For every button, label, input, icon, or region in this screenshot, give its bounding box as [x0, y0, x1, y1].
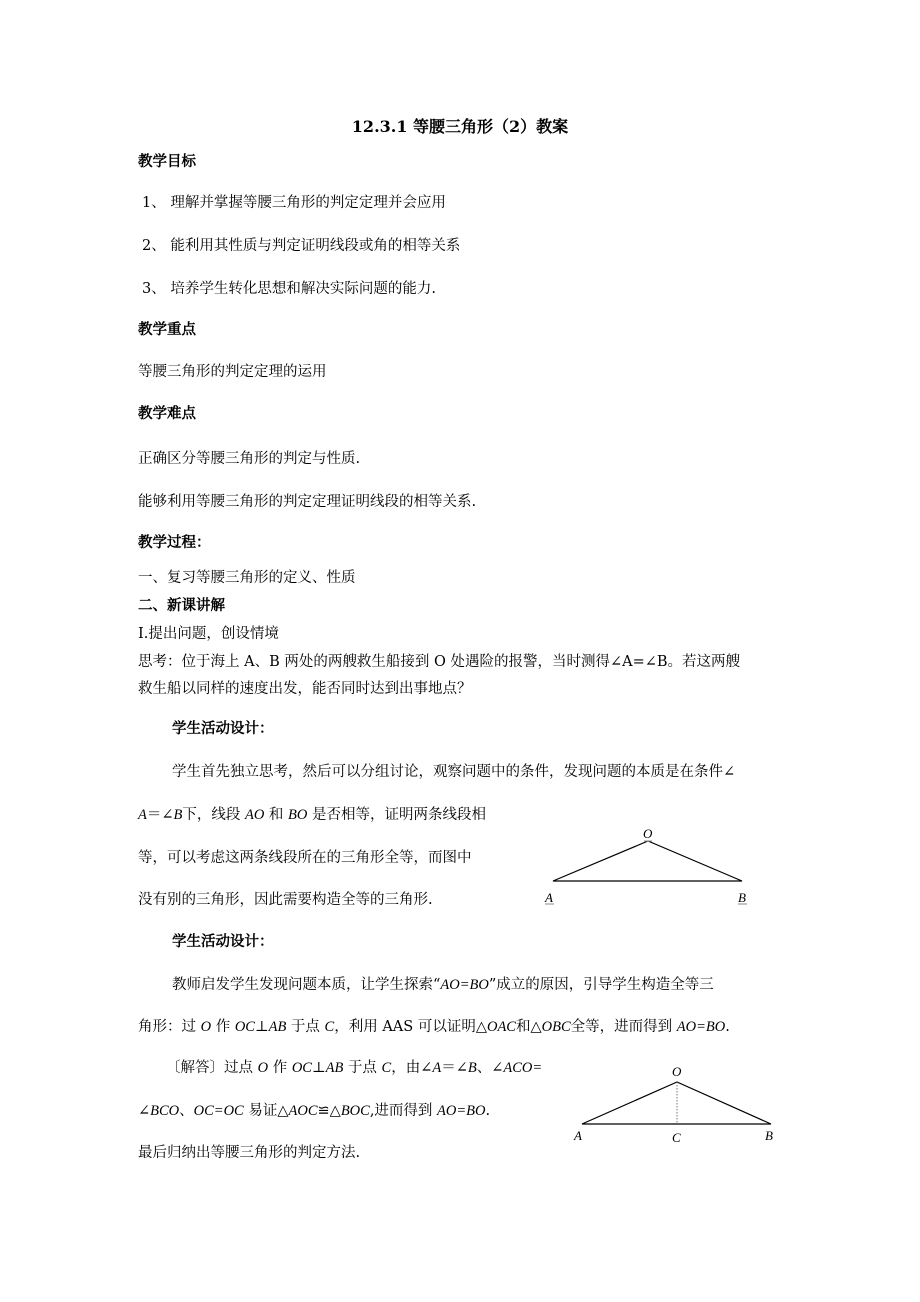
text-segment: ，利用 AAS 可以证明△: [334, 1019, 487, 1035]
text-segment: 、∠: [476, 1060, 504, 1076]
text-segment: 二、新课讲解: [138, 597, 225, 614]
text-segment: 教学过程：: [138, 534, 211, 551]
text-segment: 没有别的三角形，因此需要构造全等的三角形.: [138, 892, 433, 908]
text-segment: 学生活动设计：: [172, 720, 274, 737]
text-segment: 是否相等，证明两条线段相: [307, 807, 486, 823]
text-segment: .: [485, 1103, 491, 1119]
text-segment: OBC: [541, 1019, 571, 1035]
text-segment: .: [725, 1019, 730, 1035]
text-segment: 下，线段: [182, 807, 245, 823]
text-segment: ≌△: [317, 1103, 341, 1119]
text-segment: ，由∠: [391, 1060, 433, 1076]
text-segment: A: [138, 807, 147, 823]
text-segment: 思考：位于海上 A、B 两处的两艘救生船接到 O 处遇险的报警，当时测得∠A=∠B。若这两艘: [138, 654, 741, 670]
label-o: O: [643, 826, 653, 841]
text-segment: 等，可以考虑这两条线段所在的三角形全等，而图中: [138, 850, 472, 866]
text-segment: 教师启发学生发现问题本质，让学生探索“: [172, 977, 441, 993]
text-segment: AOC: [288, 1103, 318, 1119]
text-segment: AB: [268, 1019, 287, 1035]
text-segment: BOC: [340, 1103, 370, 1119]
text-segment: 最后归纳出等腰三角形的判定方法.: [138, 1145, 361, 1161]
text-segment: 和: [264, 807, 289, 823]
text-segment: 能够利用等腰三角形的判定定理证明线段的相等关系.: [138, 494, 477, 510]
triangle-figure-1: [544, 826, 747, 905]
text-segment: ,进而得到: [369, 1103, 438, 1119]
text-segment: O: [200, 1019, 212, 1035]
text-segment: AO=BO: [437, 1103, 486, 1119]
text-segment: C: [324, 1019, 335, 1035]
label-c: C: [672, 1130, 681, 1145]
text-segment: BCO: [150, 1103, 180, 1119]
text-segment: O: [257, 1060, 269, 1076]
text-segment: 易证△: [243, 1103, 289, 1119]
text-segment: ＝∠: [441, 1060, 468, 1076]
text-segment: ACO=: [503, 1060, 543, 1076]
text-segment: OC: [291, 1060, 312, 1076]
text-segment: 〔解答〕过点: [166, 1060, 258, 1076]
text-segment: 1、 理解并掌握等腰三角形的判定定理并会应用: [142, 195, 446, 211]
text-segment: 一、复习等腰三角形的定义、性质: [138, 570, 356, 586]
text-segment: 正确区分等腰三角形的判定与性质.: [138, 451, 361, 467]
text-segment: 等腰三角形的判定定理的运用: [138, 364, 327, 380]
text-segment: 2、 能利用其性质与判定证明线段或角的相等关系: [142, 238, 461, 254]
text-segment: B: [467, 1060, 477, 1076]
text-segment: AO=BO: [440, 977, 489, 993]
text-segment: OC=OC: [193, 1103, 244, 1119]
label-a: A: [545, 890, 553, 905]
text-segment: BO: [288, 807, 308, 823]
text-segment: 救生船以同样的速度出发，能否同时达到出事地点？: [138, 681, 472, 697]
text-segment: ＝∠: [146, 807, 174, 823]
text-segment: OC: [234, 1019, 255, 1035]
text-segment: 于点: [343, 1060, 382, 1076]
text-segment: OAC: [486, 1019, 516, 1035]
label-o: O: [672, 1064, 682, 1079]
text-segment: 和△: [515, 1019, 542, 1035]
text-segment: ∠: [138, 1103, 151, 1119]
text-segment: 作: [268, 1060, 292, 1076]
text-segment: AB: [325, 1060, 344, 1076]
text-segment: ⊥: [311, 1060, 326, 1076]
text-segment: ”成立的原因，引导学生构造全等三: [488, 977, 714, 993]
text-segment: 教学目标: [138, 153, 196, 170]
text-segment: 全等，进而得到: [570, 1019, 677, 1035]
label-b: B: [765, 1128, 773, 1143]
text-segment: 学生活动设计：: [172, 933, 274, 950]
text-segment: 作: [211, 1019, 235, 1035]
label-b: B: [738, 890, 746, 905]
text-segment: 、: [179, 1103, 194, 1119]
triangle-aob: [553, 841, 742, 881]
text-segment: B: [173, 807, 183, 823]
text-segment: 教学重点: [138, 321, 196, 338]
text-segment: 角形：过: [138, 1019, 201, 1035]
label-a: A: [574, 1128, 582, 1143]
text-segment: I.提出问题，创设情境: [138, 626, 279, 642]
text-segment: AO: [244, 807, 265, 823]
document-title: 12.3.1 等腰三角形（2）教案: [351, 117, 569, 136]
text-segment: 教学难点: [138, 405, 196, 422]
text-segment: AO=BO: [676, 1019, 726, 1035]
triangle-figure-2: [573, 1064, 773, 1145]
text-segment: A: [432, 1060, 442, 1076]
text-segment: 学生首先独立思考，然后可以分组讨论，观察问题中的条件，发现问题的本质是在条件∠: [172, 764, 736, 780]
text-segment: ⊥: [254, 1019, 269, 1035]
text-segment: C: [381, 1060, 392, 1076]
text-segment: 于点: [286, 1019, 325, 1035]
text-segment: 3、 培养学生转化思想和解决实际问题的能力.: [142, 281, 436, 297]
